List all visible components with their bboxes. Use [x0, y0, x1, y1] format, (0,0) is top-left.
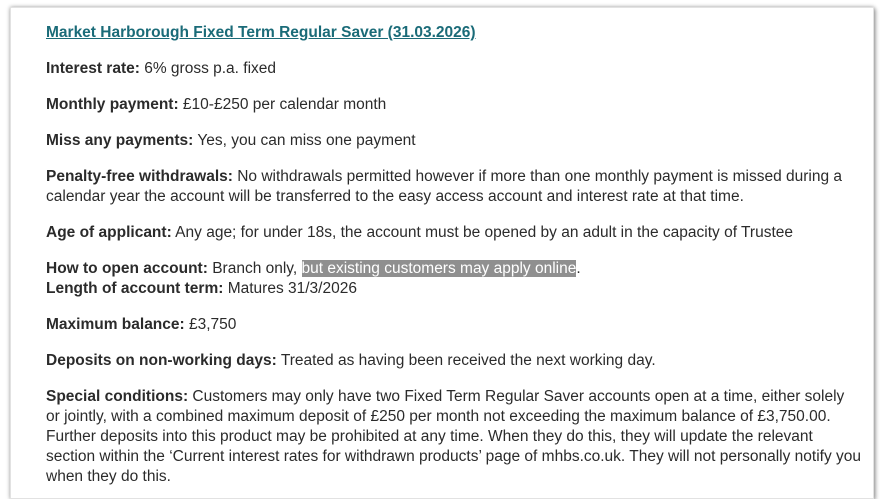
monthly-payment-row — [46, 95, 861, 115]
monthly-payment-label: Monthly payment: — [46, 96, 179, 113]
non-working-days-value: Treated as having been received the next working day. — [276, 352, 656, 369]
miss-payments-value: Yes, you can miss one payment — [193, 132, 416, 149]
miss-payments-label: Miss any payments: — [46, 132, 194, 149]
penalty-free-withdrawals-label: Penalty-free withdrawals: — [46, 168, 233, 185]
maximum-balance-value: £3,750 — [184, 316, 237, 333]
account-term-label: Length of account term: — [46, 280, 224, 297]
monthly-payment-value: £10-£250 per calendar month — [178, 96, 387, 113]
maximum-balance-label: Maximum balance: — [46, 316, 185, 333]
age-of-applicant-label: Age of applicant: — [46, 224, 172, 241]
account-term-value: Matures 31/3/2026 — [223, 280, 357, 297]
how-to-open-value: Branch only, — [207, 260, 302, 277]
interest-rate-row — [46, 59, 861, 79]
miss-payments-row — [46, 131, 861, 151]
special-conditions-label: Special conditions: — [46, 388, 189, 405]
penalty-free-withdrawals-value: No withdrawals permitted however if more than one monthly payment is missed during a calendar year the account will be transferred to the easy access account and interest rate at that time. — [46, 168, 843, 205]
how-to-open-label: How to open account: — [46, 260, 208, 277]
account-term-row — [46, 279, 861, 299]
penalty-free-withdrawals-row — [46, 167, 861, 207]
special-conditions-row — [46, 387, 861, 487]
how-to-open-row — [46, 259, 861, 279]
age-of-applicant-value: Any age; for under 18s, the account must be opened by an adult in the capacity of Trustee — [171, 224, 793, 241]
non-working-days-label: Deposits on non-working days: — [46, 352, 277, 369]
maximum-balance-row — [46, 315, 861, 335]
product-details — [46, 23, 861, 499]
interest-rate-value: 6% gross p.a. fixed — [139, 60, 277, 77]
special-conditions-value: Customers may only have two Fixed Term Regular Saver accounts open at a time, either solely or jointly, with a combined maximum deposit of £250 per month not exceeding the maximum balance of £3,750.00. Further deposits into this product may be prohibited at any time. When they do this, they will update the relevant section within the ‘Current interest rates for withdrawn products’ page of mhbs.co.uk. They will not personally notify you when they do this. — [46, 388, 862, 485]
product-title-link[interactable]: Market Harborough Fixed Term Regular Saver (31.03.2026) — [46, 24, 476, 41]
non-working-days-row — [46, 351, 861, 371]
product-card — [10, 7, 874, 499]
how-to-open-period: . — [576, 260, 581, 277]
selected-text-highlight: but existing customers may apply online — [301, 260, 577, 277]
age-of-applicant-row — [46, 223, 861, 243]
interest-rate-label: Interest rate: — [46, 60, 140, 77]
